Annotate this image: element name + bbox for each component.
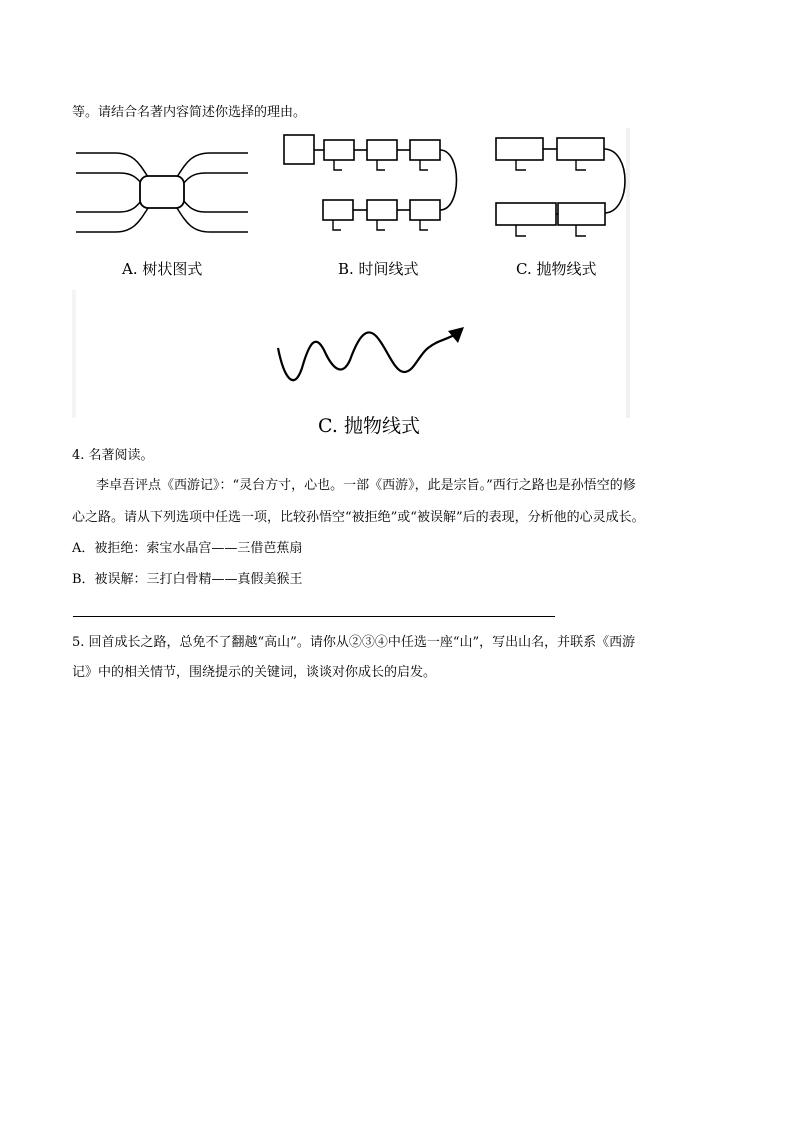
q5-line2: 记》中的相关情节，围绕提示的关键词，谈谈对你成长的启发。 <box>72 665 437 680</box>
q4-paragraph-line2: 心之路。请从下列选项中任选一项，比较孙悟空“被拒绝”或“被误解”后的表现，分析他的心灵成长。 <box>72 510 645 525</box>
caption-tree: A. 树状图式 <box>122 260 203 278</box>
q4-option-a: A．被拒绝：索宝水晶宫——三借芭蕉扇 <box>72 541 303 556</box>
q4-option-b: B．被误解：三打白骨精——真假美猴王 <box>72 572 303 587</box>
caption-wave: C. 抛物线式 <box>318 415 420 437</box>
q5-line1: 5. 回首成长之路，总免不了翻越“高山”。请你从②③④中任选一座“山”，写出山名，并联系《西游 <box>72 635 636 650</box>
q4-title: 4. 名著阅读。 <box>72 448 154 463</box>
caption-parabola: C. 抛物线式 <box>516 260 597 278</box>
caption-timeline: B. 时间线式 <box>338 260 419 278</box>
q4-paragraph-line1: 李卓吾评点《西游记》：“灵台方寸，心也。一部《西游》，此是宗旨。”西行之路也是孙悟空的修 <box>96 478 636 493</box>
answer-line <box>73 616 555 617</box>
intro-line: 等。请结合名著内容简述你选择的理由。 <box>72 105 307 120</box>
